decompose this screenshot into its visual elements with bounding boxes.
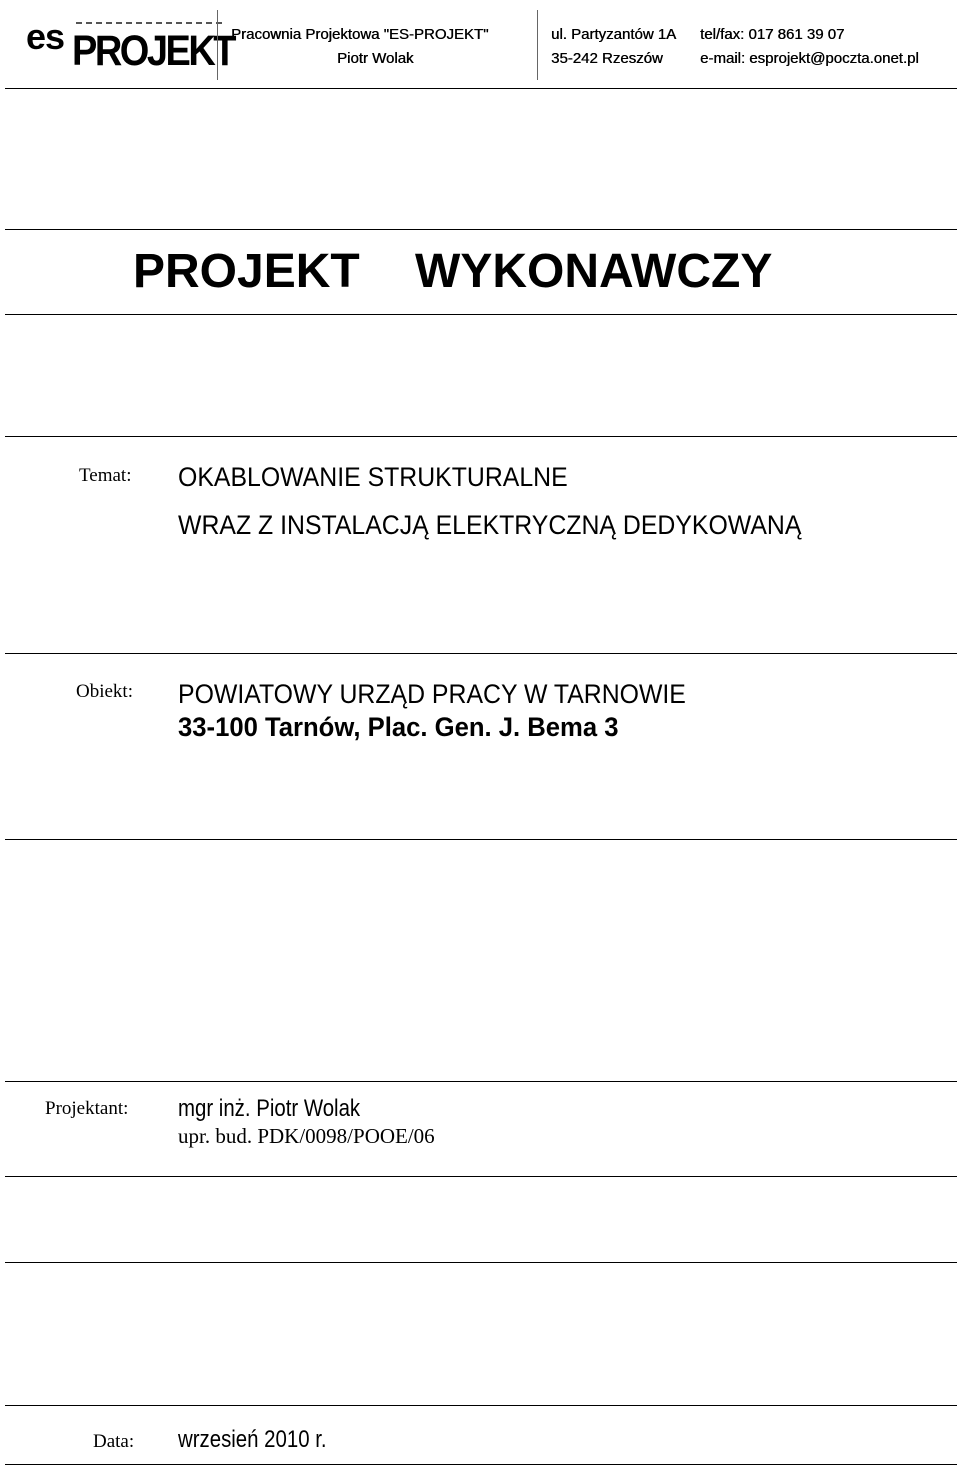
title-rule-top: [5, 229, 957, 230]
obiekt-address: 33-100 Tarnów, Plac. Gen. J. Bema 3: [178, 712, 619, 742]
document-date: wrzesień 2010 r.: [178, 1426, 327, 1453]
obiekt-label: Obiekt:: [76, 681, 133, 702]
company-logo: [26, 14, 234, 76]
logo-projekt-text: PROJEKT: [72, 28, 234, 76]
section-rule: [5, 1081, 957, 1082]
obiekt-line-1: POWIATOWY URZĄD PRACY W TARNOWIE: [178, 679, 686, 709]
company-email: e-mail: esprojekt@poczta.onet.pl: [700, 50, 919, 67]
temat-line-2: WRAZ Z INSTALACJĄ ELEKTRYCZNĄ DEDYKOWANĄ: [178, 510, 802, 540]
section-rule: [5, 436, 957, 437]
company-person: Piotr Wolak: [337, 50, 414, 67]
company-street: ul. Partyzantów 1A: [551, 26, 677, 43]
logo-dash-decoration: [76, 22, 222, 24]
title-rule-bottom: [5, 314, 957, 315]
section-rule: [5, 653, 957, 654]
section-rule: [5, 839, 957, 840]
header-divider: [217, 10, 218, 80]
company-name: Pracownia Projektowa "ES-PROJEKT": [231, 26, 489, 43]
projektant-name: mgr inż. Piotr Wolak: [178, 1095, 361, 1122]
section-rule: [5, 1405, 957, 1406]
data-label: Data:: [93, 1431, 135, 1452]
temat-label: Temat:: [79, 465, 132, 486]
company-city: 35-242 Rzeszów: [551, 50, 663, 67]
section-rule: [5, 1176, 957, 1177]
projektant-label: Projektant:: [45, 1098, 129, 1119]
logo-es-text: es: [26, 16, 65, 57]
projektant-license: upr. bud. PDK/0098/POOE/06: [178, 1124, 435, 1148]
company-phone: tel/fax: 017 861 39 07: [700, 26, 845, 43]
header-divider: [537, 10, 538, 80]
header-rule: [5, 88, 957, 89]
section-rule: [5, 1262, 957, 1263]
footer-rule: [5, 1464, 957, 1465]
temat-line-1: OKABLOWANIE STRUKTURALNE: [178, 462, 568, 492]
document-title: PROJEKT WYKONAWCZY: [133, 245, 773, 298]
